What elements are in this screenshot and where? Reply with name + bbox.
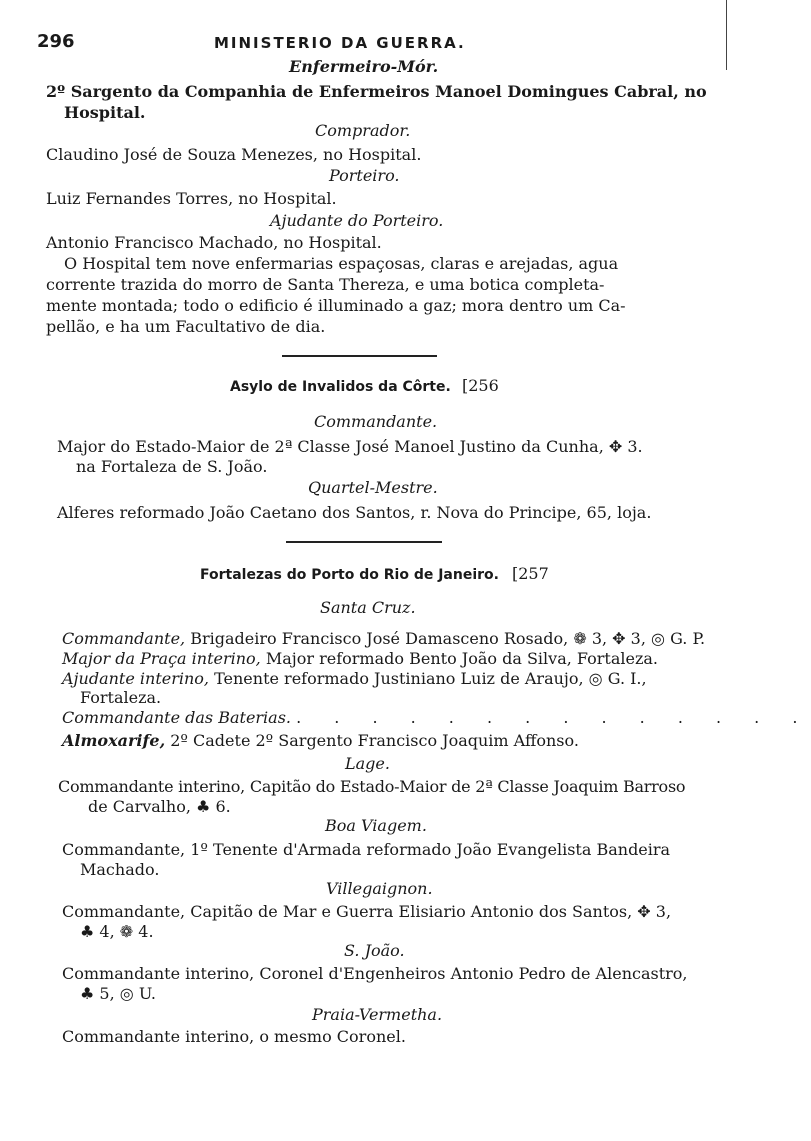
villegaignon-title: Villegaignon. xyxy=(326,879,433,898)
hospital-paragraph-line-4: pellão, e ha um Facultativo de dia. xyxy=(46,317,326,336)
ajudante-porteiro-entry: Antonio Francisco Machado, no Hospital. xyxy=(46,233,382,252)
sao-joao-title: S. João. xyxy=(344,941,405,960)
ajudante-porteiro-title: Ajudante do Porteiro. xyxy=(270,211,444,230)
comprador-title: Comprador. xyxy=(315,121,411,140)
sao-joao-line-2: ♣ 5, ◎ U. xyxy=(80,984,156,1003)
santa-cruz-commandante-text: Brigadeiro Francisco José Damasceno Rosado, ❁ 3, ✥ 3, ◎ G. P. xyxy=(190,629,706,648)
santa-cruz-commandante-label: Commandante, xyxy=(62,629,186,648)
sao-joao-line-1: Commandante interino, Coronel d'Engenheiros Antonio Pedro de Alencastro, xyxy=(62,964,688,983)
lage-line-2: de Carvalho, ♣ 6. xyxy=(88,797,231,816)
santa-cruz-major-text: Major reformado Bento João da Silva, Fortaleza. xyxy=(265,649,659,668)
boa-viagem-line-2: Machado. xyxy=(80,860,160,879)
porteiro-title: Porteiro. xyxy=(329,166,400,185)
santa-cruz-ajudante-line-2: Fortaleza. xyxy=(80,688,162,707)
praia-vermelha-title: Praia-Vermetha. xyxy=(312,1005,443,1024)
enfermeiro-title: Enfermeiro-Mór. xyxy=(289,57,439,76)
fortalezas-section-ref: [257 xyxy=(512,564,549,583)
santa-cruz-ajudante-label: Ajudante interino, xyxy=(62,669,209,688)
boa-viagem-line-1: Commandante, 1º Tenente d'Armada reformado João Evangelista Bandeira xyxy=(62,840,671,859)
villegaignon-line-1: Commandante, Capitão de Mar e Guerra Elisiario Antonio dos Santos, ✥ 3, xyxy=(62,902,672,921)
santa-cruz-almoxarife-label: Almoxarife, xyxy=(62,731,166,750)
hospital-paragraph-line-2: corrente trazida do morro de Santa Thereza, e uma botica completa- xyxy=(46,275,605,294)
asylo-commandante-line-1: Major do Estado-Maior de 2ª Classe José Manoel Justino da Cunha, ✥ 3. xyxy=(57,437,643,456)
santa-cruz-title: Santa Cruz. xyxy=(320,598,416,617)
page-number: 296 xyxy=(37,31,75,52)
santa-cruz-baterias-label: Commandante das Baterias. xyxy=(62,708,292,727)
santa-cruz-ajudante xyxy=(62,669,647,689)
santa-cruz-almoxarife-text: 2º Cadete 2º Sargento Francisco Joaquim Affonso. xyxy=(170,731,579,750)
santa-cruz-major xyxy=(62,649,658,669)
asylo-quartel-title: Quartel-Mestre. xyxy=(308,478,438,497)
enfermeiro-line-2: Hospital. xyxy=(64,103,146,122)
lage-line-1: Commandante interino, Capitão do Estado-Maior de 2ª Classe Joaquim Barroso xyxy=(58,777,686,796)
asylo-section-title: Asylo de Invalidos da Côrte. xyxy=(230,379,451,395)
asylo-commandante-line-2: na Fortaleza de S. João. xyxy=(76,457,268,476)
hospital-paragraph-line-3: mente montada; todo o edificio é illuminado a gaz; mora dentro um Ca- xyxy=(46,296,626,315)
lage-title: Lage. xyxy=(345,754,390,773)
page-edge-line xyxy=(726,0,727,70)
asylo-commandante-title: Commandante. xyxy=(314,412,438,431)
boa-viagem-title: Boa Viagem. xyxy=(325,816,427,835)
porteiro-entry: Luiz Fernandes Torres, no Hospital. xyxy=(46,189,337,208)
santa-cruz-baterias-leader-dots: . . . . . . . . . . . . . . xyxy=(296,708,811,727)
santa-cruz-baterias xyxy=(62,708,811,728)
asylo-quartel-entry: Alferes reformado João Caetano dos Santos, r. Nova do Principe, 65, loja. xyxy=(57,503,652,522)
praia-vermelha-line-1: Commandante interino, o mesmo Coronel. xyxy=(62,1027,406,1046)
santa-cruz-almoxarife xyxy=(62,731,579,751)
hospital-paragraph-line-1: O Hospital tem nove enfermarias espaçosas, claras e arejadas, agua xyxy=(64,254,619,273)
fortalezas-section-title: Fortalezas do Porto do Rio de Janeiro. xyxy=(200,567,499,583)
running-title: MINISTERIO DA GUERRA. xyxy=(214,34,466,52)
villegaignon-line-2: ♣ 4, ❁ 4. xyxy=(80,922,154,941)
santa-cruz-major-label: Major da Praça interino, xyxy=(62,649,261,668)
comprador-entry: Claudino José de Souza Menezes, no Hospital. xyxy=(46,145,422,164)
enfermeiro-line-1: 2º Sargento da Companhia de Enfermeiros Manoel Domingues Cabral, no xyxy=(46,82,707,101)
santa-cruz-ajudante-text: Tenente reformado Justiniano Luiz de Araujo, ◎ G. I., xyxy=(214,669,647,688)
asylo-section-ref: [256 xyxy=(462,376,499,395)
section-divider-1 xyxy=(282,355,437,357)
section-divider-2 xyxy=(286,541,442,543)
santa-cruz-commandante xyxy=(62,629,705,649)
